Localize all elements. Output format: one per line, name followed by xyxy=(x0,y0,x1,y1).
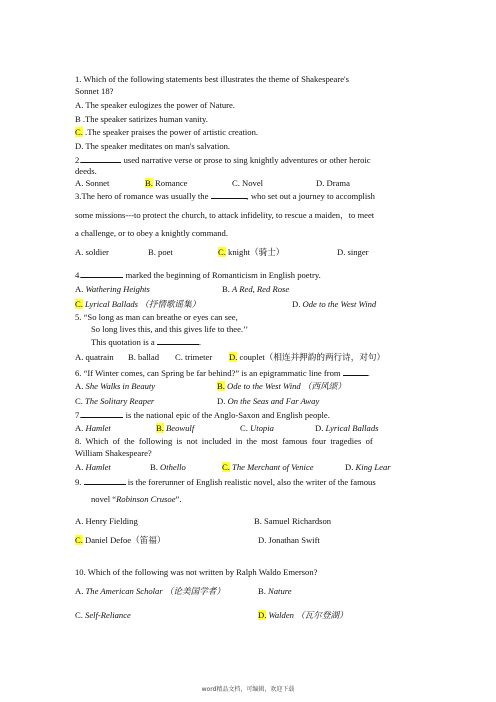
answer-highlight: C. xyxy=(222,462,230,472)
q10-option-a xyxy=(75,586,225,597)
answer-blank xyxy=(81,269,123,278)
q7-option-c-title: Utopia xyxy=(250,423,274,433)
q5-stem-period: . xyxy=(198,337,202,347)
q4-option-d xyxy=(292,299,376,310)
q7-option-b xyxy=(156,423,194,434)
q8-option-b xyxy=(150,462,186,473)
q3-stem-text-a: 3.The hero of romance was usually the xyxy=(75,191,211,201)
q7-option-c xyxy=(240,423,274,434)
q6-option-c-letter: C. xyxy=(75,396,86,406)
q5-option-c: C. trimeter xyxy=(175,352,213,362)
answer-highlight: C. xyxy=(75,535,83,545)
q10-option-c-letter: C. xyxy=(75,610,86,620)
answer-highlight: B. xyxy=(156,423,164,433)
q6-option-d-title: On the Seas and Far Away xyxy=(227,396,320,406)
answer-highlight: D. xyxy=(229,352,238,362)
q3-stem-line3: a challenge, or to obey a knightly command. xyxy=(75,228,228,238)
q5-option-d-text: couplet（相连并押韵的两行诗，对句） xyxy=(237,352,386,362)
q1-stem-line2: Sonnet 18? xyxy=(75,86,114,96)
q6-option-a xyxy=(75,381,155,392)
q1-option-c-text: .The speaker praises the power of artistic creation. xyxy=(82,127,259,137)
q9-option-c-text: Daniel Defoe（笛福） xyxy=(82,535,166,545)
q6-option-b xyxy=(217,381,346,392)
q5-option-d xyxy=(229,352,385,363)
q4-option-c-title: Lyrical Ballads （抒情歌谣集） xyxy=(82,299,201,309)
q9-stem-text-post: ”. xyxy=(175,494,182,504)
q4-option-a-title: Wathering Heights xyxy=(85,284,150,294)
q10-option-b-letter: B. xyxy=(258,586,269,596)
q10-option-d-title: Walden （瓦尔登湖） xyxy=(266,610,348,620)
q1-option-a: A. The speaker eulogizes the power of Nature. xyxy=(75,100,235,110)
q9-stem-line1 xyxy=(75,476,376,488)
q10-stem: 10. Which of the following was not written by Ralph Waldo Emerson? xyxy=(75,567,318,577)
answer-blank xyxy=(81,409,123,418)
q4-option-a-letter: A. xyxy=(75,284,86,294)
q4-stem-text: marked the beginning of Romanticism in English poetry. xyxy=(123,270,321,280)
q2-option-b-text: Romance xyxy=(152,178,188,188)
q1-stem-line1: 1. Which of the following statements best illustrates the theme of Shakespeare's xyxy=(75,74,349,84)
q7-option-a-title: Hamlet xyxy=(85,423,111,433)
q7-option-b-title: Beowulf xyxy=(163,423,195,433)
q3-option-d: D. singer xyxy=(337,247,369,257)
q4-option-d-letter: D. xyxy=(292,299,303,309)
answer-highlight: B. xyxy=(145,178,153,188)
q8-option-a-title: Hamlet xyxy=(85,462,111,472)
q10-option-c-title: Self-Reliance xyxy=(85,610,131,620)
q5-option-b: B. ballad xyxy=(128,352,160,362)
q8-stem-line2: William Shakespeare? xyxy=(75,448,152,458)
q10-option-b xyxy=(258,586,292,597)
q9-stem-text: is the forerunner of English realistic novel, also the writer of the famous xyxy=(125,477,376,487)
q8-option-b-letter: B. xyxy=(150,462,161,472)
q5-stem-line2: So long lives this, and this gives life to thee.’’ xyxy=(91,324,249,334)
q7-option-c-letter: C. xyxy=(240,423,251,433)
q10-option-a-letter: A. xyxy=(75,586,86,596)
q4-option-c xyxy=(75,299,200,310)
q2-option-b xyxy=(145,178,188,189)
q6-stem-period: . xyxy=(367,368,370,378)
q8-option-c-title: The Merchant of Venice xyxy=(229,462,314,472)
answer-highlight: C. xyxy=(218,247,226,257)
q3-stem-line2: some missions---to protect the church, to attack infidelity, to rescue a maiden，to meet xyxy=(75,210,375,220)
q10-option-a-title: The American Scholar （论美国学者） xyxy=(85,586,225,596)
q4-option-b xyxy=(222,284,289,295)
q6-option-a-title: She Walks in Beauty xyxy=(85,381,156,391)
q5-stem-text: This quotation is a xyxy=(91,337,157,347)
q3-option-b: B. poet xyxy=(148,247,173,257)
q4-option-b-title: A Red, Red Rose xyxy=(232,284,290,294)
q6-option-c-title: The Solitary Reaper xyxy=(85,396,155,406)
q6-option-d-letter: D. xyxy=(217,396,228,406)
answer-blank xyxy=(81,154,121,163)
q5-stem-line3 xyxy=(91,336,201,348)
q6-stem-text: 6. “If Winter comes, can Spring be far behind?” is an epigrammatic line from xyxy=(75,368,343,378)
answer-highlight: B. xyxy=(217,381,225,391)
q6-option-a-letter: A. xyxy=(75,381,86,391)
answer-blank xyxy=(343,367,368,376)
q8-stem-line1: 8. Which of the following is not included in the most famous four tragedies of xyxy=(75,436,373,446)
q3-stem-line1 xyxy=(75,190,375,202)
q3-option-c-text: knight（骑士） xyxy=(225,247,285,257)
q4-option-a xyxy=(75,284,150,295)
q7-option-a-letter: A. xyxy=(75,423,86,433)
q2-option-a: A. Sonnet xyxy=(75,178,110,188)
answer-highlight: C. xyxy=(75,127,83,137)
q8-option-b-title: Othello xyxy=(160,462,186,472)
q1-option-b: B .The speaker satirizes human vanity. xyxy=(75,114,208,124)
q10-option-b-title: Nature xyxy=(268,586,292,596)
q3-option-c xyxy=(218,247,284,258)
q8-option-d xyxy=(345,462,391,473)
q9-stem-text-pre: novel “ xyxy=(91,494,117,504)
page-footer: word精品文档，可编辑，欢迎下载 xyxy=(201,686,295,693)
answer-blank xyxy=(211,190,247,199)
q1-option-c xyxy=(75,127,258,138)
q9-option-a: A. Henry Fielding xyxy=(75,516,138,526)
q9-option-c xyxy=(75,535,165,546)
q7-stem xyxy=(75,409,330,421)
q6-option-d xyxy=(217,396,319,407)
q4-option-d-title: Ode to the West Wind xyxy=(302,299,377,309)
q7-number: 7. xyxy=(75,410,82,420)
q8-option-d-title: King Lear xyxy=(355,462,391,472)
q4-stem xyxy=(75,269,321,281)
q5-stem-line1: 5. “So long as man can breathe or eyes can see, xyxy=(75,312,238,322)
q8-option-d-letter: D. xyxy=(345,462,356,472)
q5-option-a: A. quatrain xyxy=(75,352,114,362)
q9-number: 9. xyxy=(75,477,84,487)
q6-option-b-title: Ode to the West Wind （西风颂） xyxy=(224,381,346,391)
q2-option-c: C. Novel xyxy=(232,178,264,188)
answer-highlight: D. xyxy=(258,610,267,620)
q1-option-d: D. The speaker meditates on man's salvation. xyxy=(75,141,231,151)
q10-option-d xyxy=(258,610,348,621)
q8-option-a-letter: A. xyxy=(75,462,86,472)
q2-stem-line2: deeds. xyxy=(75,166,97,176)
q3-option-a: A. soldier xyxy=(75,247,109,257)
q7-option-d-letter: D. xyxy=(315,423,326,433)
q6-option-c xyxy=(75,396,154,407)
q8-option-c xyxy=(222,462,314,473)
answer-blank xyxy=(157,336,202,347)
q3-stem-text-b: , who set out a journey to accomplish xyxy=(246,191,375,201)
q9-option-b: B. Samuel Richardson xyxy=(254,516,332,526)
q2-stem-text: used narrative verse or prose to sing knightly adventures or other heroic xyxy=(121,155,371,165)
q9-option-d: D. Jonathan Swift xyxy=(258,535,320,545)
q7-option-d xyxy=(315,423,379,434)
q2-stem-line1 xyxy=(75,154,371,166)
q2-number: 2. xyxy=(75,155,82,165)
q6-stem xyxy=(75,367,370,379)
q9-stem-title: Robinson Crusoe xyxy=(116,494,176,504)
q7-stem-text: is the national epic of the Anglo-Saxon and English people. xyxy=(123,410,330,420)
q4-option-b-letter: B. xyxy=(222,284,233,294)
q4-number: 4. xyxy=(75,270,82,280)
q7-option-d-title: Lyrical Ballads xyxy=(325,423,379,433)
q2-option-d: D. Drama xyxy=(316,178,350,188)
q9-stem-line2 xyxy=(91,494,181,505)
answer-blank xyxy=(84,476,126,485)
q8-option-a xyxy=(75,462,111,473)
q7-option-a xyxy=(75,423,111,434)
answer-highlight: C. xyxy=(75,299,83,309)
q10-option-c xyxy=(75,610,131,621)
